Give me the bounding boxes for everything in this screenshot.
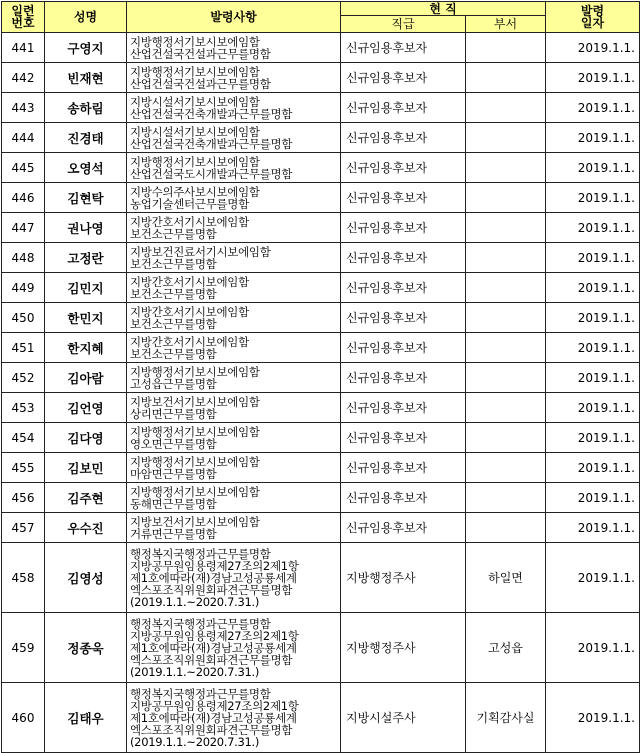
- name-cell: 김보민: [45, 453, 127, 483]
- grade-cell: 지방시설주사: [341, 683, 466, 753]
- appointment-date-cell: 2019.1.1.: [546, 483, 640, 513]
- name-cell: 빈재현: [45, 63, 127, 93]
- name-cell: 우수진: [45, 513, 127, 543]
- appointment-details-cell: 지방시설서기보시보에임함 산업건설국건축개발과근무를명함: [127, 93, 341, 123]
- serial-number-cell: 446: [2, 183, 45, 213]
- name-cell: 김현탁: [45, 183, 127, 213]
- table-row: [2, 363, 640, 393]
- grade-cell: 신규임용후보자: [341, 183, 466, 213]
- grade-cell: 신규임용후보자: [341, 153, 466, 183]
- department-cell: [466, 333, 546, 363]
- serial-number-cell: 453: [2, 393, 45, 423]
- grade-cell: 지방행정주사: [341, 613, 466, 683]
- name-cell: 김아람: [45, 363, 127, 393]
- name-cell: 김태우: [45, 683, 127, 753]
- appointment-date-cell: 2019.1.1.: [546, 183, 640, 213]
- grade-cell: 신규임용후보자: [341, 453, 466, 483]
- department-cell: [466, 63, 546, 93]
- grade-cell: 신규임용후보자: [341, 213, 466, 243]
- appointment-details-cell: 지방행정서기보시보에임함 영오면근무를명함: [127, 423, 341, 453]
- department-cell: [466, 363, 546, 393]
- appointment-details-cell: 지방시설서기보시보에임함 산업건설국건축개발과근무를명함: [127, 123, 341, 153]
- name-cell: 김다영: [45, 423, 127, 453]
- appointment-date-cell: 2019.1.1.: [546, 613, 640, 683]
- serial-number-cell: 441: [2, 33, 45, 63]
- grade-cell: 신규임용후보자: [341, 123, 466, 153]
- name-cell: 송하림: [45, 93, 127, 123]
- table-row: [2, 93, 640, 123]
- name-cell: 진경태: [45, 123, 127, 153]
- appointment-details-cell: 행정복지국행정과근무를명함 지방공무원임용령제27조의2제1항 제1호에따라(재)경남고성공룡세계 엑스포조직위원회파견근무를명함 (2019.1.1.~2020.7.31.): [127, 613, 341, 683]
- appointment-date-cell: 2019.1.1.: [546, 513, 640, 543]
- department-cell: [466, 453, 546, 483]
- header-current-position: 현 직: [341, 2, 546, 16]
- grade-cell: 신규임용후보자: [341, 63, 466, 93]
- table-row: [2, 683, 640, 753]
- personnel-order-table: [1, 1, 640, 753]
- header-appointment-details: 발령사항: [127, 2, 341, 33]
- appointment-details-cell: 지방간호서기시보에임함 보건소근무를명함: [127, 303, 341, 333]
- serial-number-cell: 454: [2, 423, 45, 453]
- serial-number-cell: 450: [2, 303, 45, 333]
- appointment-date-cell: 2019.1.1.: [546, 303, 640, 333]
- serial-number-cell: 458: [2, 543, 45, 613]
- department-cell: [466, 273, 546, 303]
- serial-number-cell: 445: [2, 153, 45, 183]
- grade-cell: 신규임용후보자: [341, 423, 466, 453]
- appointment-details-cell: 지방보건서기보시보에임함 거류면근무를명함: [127, 513, 341, 543]
- department-cell: [466, 153, 546, 183]
- appointment-details-cell: 지방행정서기보시보에임함 고성읍근무를명함: [127, 363, 341, 393]
- grade-cell: 신규임용후보자: [341, 33, 466, 63]
- serial-number-cell: 455: [2, 453, 45, 483]
- header-grade: 직급: [341, 16, 466, 33]
- appointment-details-cell: 지방간호서기시보에임함 보건소근무를명함: [127, 333, 341, 363]
- department-cell: [466, 183, 546, 213]
- header-appointment-date: 발령 일자: [546, 2, 640, 33]
- table-row: [2, 513, 640, 543]
- table-row: [2, 613, 640, 683]
- table-row: [2, 63, 640, 93]
- appointment-date-cell: 2019.1.1.: [546, 393, 640, 423]
- name-cell: 한지혜: [45, 333, 127, 363]
- table-row: [2, 183, 640, 213]
- appointment-date-cell: 2019.1.1.: [546, 63, 640, 93]
- name-cell: 고정란: [45, 243, 127, 273]
- grade-cell: 신규임용후보자: [341, 303, 466, 333]
- table-row: [2, 393, 640, 423]
- serial-number-cell: 452: [2, 363, 45, 393]
- serial-number-cell: 457: [2, 513, 45, 543]
- appointment-date-cell: 2019.1.1.: [546, 93, 640, 123]
- appointment-details-cell: 지방간호서기시보에임함 보건소근무를명함: [127, 273, 341, 303]
- table-row: [2, 243, 640, 273]
- table-row: [2, 273, 640, 303]
- appointment-date-cell: 2019.1.1.: [546, 33, 640, 63]
- appointment-date-cell: 2019.1.1.: [546, 273, 640, 303]
- appointment-date-cell: 2019.1.1.: [546, 333, 640, 363]
- table-row: [2, 423, 640, 453]
- appointment-details-cell: 행정복지국행정과근무를명함 지방공무원임용령제27조의2제1항 제1호에따라(재)경남고성공룡세계 엑스포조직위원회파견근무를명함 (2019.1.1.~2020.7.31.): [127, 683, 341, 753]
- table-row: [2, 333, 640, 363]
- department-cell: [466, 33, 546, 63]
- grade-cell: 지방행정주사: [341, 543, 466, 613]
- header-serial-number: 일련 번호: [2, 2, 45, 33]
- name-cell: 김주현: [45, 483, 127, 513]
- appointment-date-cell: 2019.1.1.: [546, 423, 640, 453]
- department-cell: [466, 303, 546, 333]
- appointment-date-cell: 2019.1.1.: [546, 123, 640, 153]
- name-cell: 한민지: [45, 303, 127, 333]
- department-cell: [466, 513, 546, 543]
- grade-cell: 신규임용후보자: [341, 273, 466, 303]
- department-cell: 하일면: [466, 543, 546, 613]
- name-cell: 구영지: [45, 33, 127, 63]
- table-row: [2, 453, 640, 483]
- department-cell: [466, 243, 546, 273]
- serial-number-cell: 456: [2, 483, 45, 513]
- appointment-date-cell: 2019.1.1.: [546, 153, 640, 183]
- grade-cell: 신규임용후보자: [341, 513, 466, 543]
- appointment-date-cell: 2019.1.1.: [546, 543, 640, 613]
- appointment-details-cell: 행정복지국행정과근무를명함 지방공무원임용령제27조의2제1항 제1호에따라(재)경남고성공룡세계 엑스포조직위원회파견근무를명함 (2019.1.1.~2020.7.31.): [127, 543, 341, 613]
- serial-number-cell: 451: [2, 333, 45, 363]
- grade-cell: 신규임용후보자: [341, 363, 466, 393]
- department-cell: 기획감사실: [466, 683, 546, 753]
- appointment-date-cell: 2019.1.1.: [546, 453, 640, 483]
- serial-number-cell: 444: [2, 123, 45, 153]
- appointment-date-cell: 2019.1.1.: [546, 683, 640, 753]
- serial-number-cell: 449: [2, 273, 45, 303]
- name-cell: 김영성: [45, 543, 127, 613]
- grade-cell: 신규임용후보자: [341, 393, 466, 423]
- serial-number-cell: 447: [2, 213, 45, 243]
- table-row: [2, 153, 640, 183]
- appointment-date-cell: 2019.1.1.: [546, 243, 640, 273]
- appointment-details-cell: 지방행정서기보시보에임함 산업건설국건설과근무를명함: [127, 33, 341, 63]
- appointment-details-cell: 지방행정서기보시보에임함 마암면근무를명함: [127, 453, 341, 483]
- header-department: 부서: [466, 16, 546, 33]
- name-cell: 김민지: [45, 273, 127, 303]
- serial-number-cell: 442: [2, 63, 45, 93]
- table-row: [2, 213, 640, 243]
- appointment-date-cell: 2019.1.1.: [546, 363, 640, 393]
- header-name: 성명: [45, 2, 127, 33]
- department-cell: [466, 483, 546, 513]
- appointment-details-cell: 지방보건서기보시보에임함 상리면근무를명함: [127, 393, 341, 423]
- appointment-details-cell: 지방수의주사보시보에임함 농업기술센터근무를명함: [127, 183, 341, 213]
- serial-number-cell: 460: [2, 683, 45, 753]
- appointment-details-cell: 지방행정서기보시보에임함 산업건설국건설과근무를명함: [127, 63, 341, 93]
- department-cell: [466, 213, 546, 243]
- name-cell: 오영석: [45, 153, 127, 183]
- table-row: [2, 303, 640, 333]
- table-row: [2, 33, 640, 63]
- grade-cell: 신규임용후보자: [341, 483, 466, 513]
- grade-cell: 신규임용후보자: [341, 93, 466, 123]
- appointment-details-cell: 지방보건진료서기시보에임함 보건소근무를명함: [127, 243, 341, 273]
- department-cell: [466, 93, 546, 123]
- department-cell: [466, 423, 546, 453]
- name-cell: 권나영: [45, 213, 127, 243]
- serial-number-cell: 448: [2, 243, 45, 273]
- serial-number-cell: 459: [2, 613, 45, 683]
- appointment-details-cell: 지방행정서기보시보에임함 산업건설국도시개발과근무를명함: [127, 153, 341, 183]
- department-cell: [466, 393, 546, 423]
- name-cell: 정종욱: [45, 613, 127, 683]
- table-row: [2, 123, 640, 153]
- department-cell: 고성읍: [466, 613, 546, 683]
- table-row: [2, 543, 640, 613]
- grade-cell: 신규임용후보자: [341, 333, 466, 363]
- serial-number-cell: 443: [2, 93, 45, 123]
- appointment-details-cell: 지방행정서기보시보에임함 동해면근무를명함: [127, 483, 341, 513]
- name-cell: 김언영: [45, 393, 127, 423]
- grade-cell: 신규임용후보자: [341, 243, 466, 273]
- department-cell: [466, 123, 546, 153]
- appointment-date-cell: 2019.1.1.: [546, 213, 640, 243]
- table-row: [2, 483, 640, 513]
- appointment-details-cell: 지방간호서기시보에임함 보건소근무를명함: [127, 213, 341, 243]
